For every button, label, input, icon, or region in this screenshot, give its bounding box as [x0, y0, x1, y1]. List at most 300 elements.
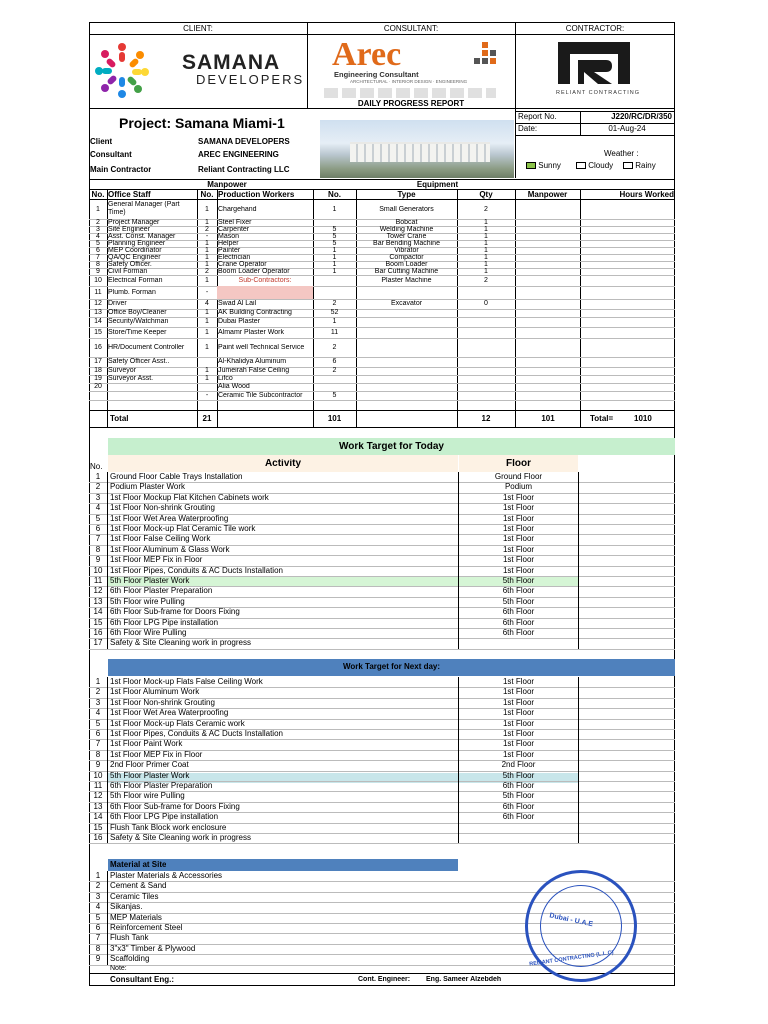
manpower-cell: Steel Fixer: [218, 219, 252, 226]
date-label: Date:: [518, 125, 538, 133]
row-divider: [89, 649, 675, 650]
building-photo: [320, 120, 514, 178]
stamp-text: RELIANT CONTRACTING (L.L.C): [528, 949, 614, 968]
row-divider: [89, 286, 675, 287]
arec-sub: Engineering Consultant: [334, 70, 419, 79]
manpower-cell: 1: [484, 261, 488, 268]
row-number: 2: [95, 483, 101, 492]
floor-cell: 1st Floor: [502, 556, 535, 565]
divider: [89, 189, 675, 190]
floor-cell: 1st Floor: [502, 719, 535, 728]
activity-cell: Ground Floor Cable Trays Installation: [110, 473, 243, 481]
activity-cell: 2nd Floor Primer Coat: [110, 761, 189, 770]
activity-cell: 1st Floor Pipes, Conduits & AC Ducts Installation: [110, 730, 283, 738]
floor-cell: 6th Floor: [502, 608, 535, 617]
row-number: 5: [95, 514, 101, 523]
samana-name: SAMANA: [182, 51, 281, 74]
weather-sunny-label: Sunny: [538, 162, 561, 170]
row-divider: [89, 391, 675, 392]
subcontractor-highlight: [217, 286, 313, 299]
floor-cell: 1st Floor: [502, 688, 535, 697]
floor-cell: 1st Floor: [502, 730, 535, 738]
manpower-cell: 15: [94, 328, 102, 336]
manpower-cell: 9: [96, 268, 100, 275]
activity-cell: 1st Floor Non-shrink Grouting: [110, 698, 215, 707]
arec-name: Arec: [332, 36, 402, 73]
floor-cell: 1st Floor: [502, 514, 535, 523]
today-no-label: No.: [90, 463, 103, 471]
cont-engineer-label: Cont. Engineer:: [358, 976, 411, 983]
manpower-cell: HR/Document Controller: [108, 343, 185, 351]
column-divider: [107, 677, 108, 843]
floor-cell: Podium: [504, 483, 533, 492]
manpower-cell: 2: [205, 268, 209, 275]
row-number: 10: [93, 771, 103, 780]
manpower-cell: 17: [94, 358, 102, 365]
manpower-cell: 16: [94, 343, 102, 351]
manpower-cell: 2: [484, 205, 488, 213]
client-label: CLIENT:: [183, 25, 213, 33]
activity-cell: Safety & Site Cleaning work in progress: [110, 639, 251, 648]
activity-cell: 6th Floor Wire Pulling: [110, 629, 187, 637]
activity-cell: 6th Floor Plaster Preparation: [110, 782, 213, 790]
client-row-label: Client: [90, 138, 113, 146]
material-item: Plaster Materials & Accessories: [110, 872, 223, 880]
manpower-cell: 1: [205, 276, 209, 284]
manpower-cell: 1: [205, 309, 209, 316]
column-divider: [107, 472, 108, 649]
manpower-cell: Almamr Plaster Work: [218, 328, 284, 336]
divider: [89, 410, 675, 411]
floor-cell: 1st Floor: [502, 678, 535, 686]
manpower-cell: Surveyor: [108, 367, 137, 374]
divider: [515, 123, 675, 124]
manpower-cell: 1: [332, 318, 337, 325]
row-number: 1: [95, 473, 101, 481]
manpower-cell: Planning Engineer: [108, 240, 166, 247]
material-heading: Material at Site: [110, 861, 167, 869]
manpower-cell: -: [205, 288, 209, 296]
manpower-cell: 8: [96, 261, 100, 268]
manpower-header: No.: [200, 191, 214, 199]
manpower-cell: AK Building Contracting: [218, 309, 292, 316]
manpower-header: Production Workers: [218, 191, 295, 199]
manpower-cell: 18: [94, 367, 102, 374]
material-item: Sikanjas.: [110, 903, 143, 912]
row-number: 4: [95, 709, 101, 718]
manpower-cell: 2: [332, 367, 337, 374]
manpower-cell: 5: [332, 226, 337, 233]
manpower-cell: 5: [332, 240, 337, 247]
sunny-checkbox[interactable]: [526, 162, 536, 169]
manpower-cell: Store/Time Keeper: [108, 328, 167, 336]
date-value: 01-Aug-24: [608, 125, 646, 133]
material-number: 5: [95, 913, 101, 922]
rainy-checkbox[interactable]: [623, 162, 633, 169]
samana-sub: DEVELOPERS: [196, 72, 305, 87]
header-col-divider: [515, 22, 516, 108]
floor-cell: 6th Floor: [502, 587, 535, 596]
material-item: Cement & Sand: [110, 882, 167, 891]
arec-logo: [320, 38, 510, 100]
material-number: 3: [95, 892, 101, 901]
weather-rainy-label: Rainy: [635, 162, 656, 170]
manpower-cell: 20: [94, 383, 102, 390]
manpower-cell: 7: [96, 254, 100, 261]
activity-cell: 1st Floor Mock-up Flat Ceramic Tile work: [110, 525, 256, 533]
total-staff: 21: [202, 415, 212, 423]
row-number: 14: [93, 608, 103, 617]
manpower-cell: 1: [205, 247, 209, 254]
weather-rainy[interactable]: [623, 162, 656, 170]
manpower-cell: 4: [96, 233, 100, 240]
activity-cell: Podium Plaster Work: [110, 483, 185, 492]
manpower-cell: 1: [484, 254, 488, 261]
row-number: 12: [93, 792, 103, 801]
row-number: 9: [95, 761, 101, 770]
row-divider: [89, 383, 675, 384]
material-item: Scaffolding: [110, 955, 150, 964]
row-number: 2: [95, 688, 101, 697]
column-divider: [458, 677, 459, 843]
manpower-cell: 2: [96, 219, 100, 226]
activity-cell: 1st Floor Wet Area Waterproofing: [110, 514, 229, 523]
manpower-cell: Office Boy/Cleaner: [108, 309, 167, 316]
floor-cell: 5th Floor: [502, 597, 535, 606]
contractor-label: CONTRACTOR:: [565, 25, 625, 33]
manpower-cell: 1: [332, 261, 337, 268]
manpower-cell: Paint well Technical Service: [218, 343, 305, 351]
manpower-cell: Lifco: [218, 375, 233, 382]
material-item: Reinforcement Steel: [110, 924, 183, 932]
row-number: 17: [93, 639, 103, 648]
weather-cloudy-label: Cloudy: [588, 162, 614, 170]
today-activity-label: Activity: [264, 459, 302, 469]
manpower-cell: 1: [205, 254, 209, 261]
row-divider: [89, 338, 675, 339]
activity-cell: 6th Floor Sub-frame for Doors Fixing: [110, 802, 240, 811]
manpower-cell: 1: [205, 219, 209, 226]
consultant-row-value: AREC ENGINEERING: [198, 151, 279, 159]
consultant-label: CONSULTANT:: [383, 25, 439, 33]
activity-cell: 1st Floor False Ceiling Work: [110, 535, 211, 544]
manpower-cell: Helper: [218, 240, 239, 247]
manpower-cell: 13: [94, 309, 102, 316]
activity-cell: 6th Floor Plaster Preparation: [110, 587, 213, 596]
manpower-cell: Driver: [108, 300, 127, 307]
reliant-r-icon: [554, 38, 634, 88]
manpower-cell: 1: [205, 240, 209, 247]
manpower-cell: Welding Machine: [379, 226, 434, 233]
today-heading: Work Target for Today: [338, 442, 444, 452]
floor-cell: 1st Floor: [502, 698, 535, 707]
floor-cell: 1st Floor: [502, 504, 535, 513]
manpower-cell: 5: [96, 240, 100, 247]
manpower-cell: Safety Officer.: [108, 261, 152, 268]
arec-squares-icon: [468, 42, 496, 70]
manpower-cell: Bar Bending Machine: [373, 240, 440, 247]
row-number: 13: [93, 802, 103, 811]
manpower-cell: Plumb. Forman: [108, 288, 156, 296]
floor-cell: 6th Floor: [502, 782, 535, 790]
manpower-cell: 52: [330, 309, 339, 316]
manpower-cell: 11: [330, 328, 339, 336]
material-item: 3"x3" Timber & Plywood: [110, 944, 196, 953]
manpower-cell: General Manager (Part Time): [108, 201, 180, 216]
manpower-cell: 1: [484, 219, 488, 226]
row-number: 14: [93, 813, 103, 822]
manpower-cell: Security/Watchman: [108, 318, 169, 325]
divider: [89, 179, 675, 180]
manpower-cell: 1: [205, 375, 209, 382]
grand-total-label: Total=: [590, 415, 614, 423]
manpower-cell: Painter: [218, 247, 241, 254]
manpower-cell: Ceramic Tile Subcontractor: [218, 391, 303, 399]
activity-cell: 5th Floor Plaster Work: [110, 771, 190, 780]
consultant-row-label: Consultant: [90, 151, 132, 159]
row-number: 8: [95, 545, 101, 554]
header-col-divider: [307, 22, 308, 108]
activity-cell: 5th Floor Plaster Work: [110, 577, 190, 585]
manpower-cell: Site Engineer: [108, 226, 151, 233]
activity-cell: 1st Floor Mock-up Flats Ceramic work: [110, 719, 245, 728]
manpower-cell: Mason: [218, 233, 240, 240]
manpower-cell: 1: [484, 233, 488, 240]
manpower-cell: Crane Operator: [218, 261, 267, 268]
floor-cell: 1st Floor: [502, 566, 535, 575]
floor-cell: 1st Floor: [502, 740, 535, 749]
manpower-cell: 1: [96, 205, 100, 213]
activity-cell: 1st Floor Pipes, Conduits & AC Ducts Installation: [110, 566, 283, 575]
manpower-cell: 2: [332, 300, 337, 307]
arec-contact-lines: [324, 88, 496, 98]
floor-cell: Ground Floor: [494, 473, 543, 481]
floor-cell: 6th Floor: [502, 618, 535, 627]
activity-cell: Safety & Site Cleaning work in progress: [110, 834, 251, 842]
manpower-cell: Surveyor Asst.: [108, 375, 154, 382]
material-item: Ceramic Tiles: [110, 892, 159, 901]
row-number: 9: [95, 556, 101, 565]
manpower-cell: Vibrator: [394, 247, 419, 254]
project-title: Project: Samana Miami-1: [119, 116, 285, 130]
activity-cell: 1st Floor Mock-up Flats False Ceiling Work: [110, 678, 263, 686]
stamp-city: Dubai - U.A.E: [548, 912, 594, 929]
row-divider: [89, 843, 675, 844]
activity-cell: 1st Floor Non-shrink Grouting: [110, 504, 215, 513]
manpower-cell: Safety Officer Asst..: [108, 358, 170, 365]
manpower-cell: QA/QC Engineer: [108, 254, 161, 261]
manpower-cell: 2: [205, 226, 209, 233]
manpower-header: Qty: [479, 191, 493, 199]
row-divider: [89, 400, 675, 401]
manpower-cell: Excavator: [390, 300, 423, 307]
activity-cell: 1st Floor Aluminum & Glass Work: [110, 545, 230, 554]
material-number: 2: [95, 882, 101, 891]
activity-cell: 1st Floor Mockup Flat Kitchen Cabinets work: [110, 493, 269, 502]
manpower-cell: Compactor: [389, 254, 424, 261]
today-floor-label: Floor: [506, 459, 531, 469]
manpower-cell: 1: [484, 226, 488, 233]
manpower-cell: -: [205, 391, 209, 399]
manpower-header: No.: [328, 191, 341, 199]
manpower-header: Office Staff: [108, 191, 151, 199]
manpower-cell: 1: [205, 318, 209, 325]
floor-cell: 2nd Floor: [501, 761, 536, 770]
main-contractor-label: Main Contractor: [90, 166, 152, 174]
nextday-heading: Work Target for Next day:: [342, 663, 441, 671]
column-divider: [458, 472, 459, 649]
row-number: 8: [95, 750, 101, 759]
weather-cloudy[interactable]: [576, 162, 613, 170]
row-number: 15: [93, 823, 103, 832]
floor-cell: 6th Floor: [502, 813, 535, 822]
manpower-cell: Civil Forman: [108, 268, 148, 275]
divider: [515, 135, 675, 136]
manpower-cell: MEP Coordinator: [108, 247, 162, 254]
manpower-group-label: Manpower: [207, 181, 247, 189]
row-number: 16: [93, 834, 103, 842]
activity-cell: 6th Floor Sub-frame for Doors Fixing: [110, 608, 240, 617]
total-manpower: 101: [541, 415, 555, 423]
row-number: 1: [95, 678, 101, 686]
divider: [89, 108, 675, 109]
note-label: Note:: [110, 965, 127, 972]
row-number: 3: [95, 493, 101, 502]
manpower-cell: Swad Al Lail: [218, 300, 257, 307]
samana-people-icon: [92, 38, 152, 100]
header-divider: [89, 34, 675, 35]
manpower-cell: Alia Wood: [218, 383, 250, 390]
manpower-cell: 11: [94, 288, 102, 296]
manpower-cell: 1: [332, 254, 337, 261]
weather-sunny[interactable]: [526, 162, 561, 170]
row-number: 11: [93, 782, 103, 790]
manpower-cell: Bar Cutting Machine: [374, 268, 439, 275]
activity-cell: 1st Floor Paint Work: [110, 740, 183, 749]
total-label: Total: [110, 415, 129, 423]
column-divider: [578, 677, 579, 843]
manpower-cell: 19: [94, 375, 102, 382]
divider: [89, 199, 675, 200]
manpower-cell: Project Manager: [108, 219, 160, 226]
manpower-cell: Sub-Contractors:: [238, 276, 292, 284]
divider: [515, 108, 516, 178]
manpower-cell: Asst. Const. Manager: [108, 233, 176, 240]
manpower-cell: 6: [96, 247, 100, 254]
manpower-cell: 2: [332, 343, 337, 351]
manpower-cell: 3: [96, 226, 100, 233]
manpower-header: Manpower: [527, 191, 568, 199]
report-title: DAILY PROGRESS REPORT: [357, 100, 465, 108]
reliant-logo: [540, 38, 652, 100]
manpower-cell: 1: [332, 247, 337, 254]
column-divider: [578, 472, 579, 649]
row-number: 15: [93, 618, 103, 627]
total-workers: 101: [327, 415, 342, 423]
activity-cell: 6th Floor LPG Pipe installation: [110, 618, 219, 627]
manpower-cell: Jumeirah False Ceiling: [218, 367, 290, 374]
arec-tag: ARCHITECTURAL · INTERIOR DESIGN · ENGINEERING: [350, 79, 468, 84]
row-number: 16: [93, 629, 103, 637]
material-number: 1: [95, 872, 101, 880]
row-number: 5: [95, 719, 101, 728]
samana-logo: [92, 38, 307, 100]
floor-cell: 1st Floor: [502, 493, 535, 502]
manpower-cell: 1: [205, 343, 209, 351]
row-number: 13: [93, 597, 103, 606]
manpower-cell: Al-Khalidya Aluminum: [218, 358, 287, 365]
manpower-cell: 6: [332, 358, 337, 365]
activity-cell: 1st Floor Wet Area Waterproofing: [110, 709, 229, 718]
floor-cell: 5th Floor: [502, 771, 535, 780]
activity-cell: Flush Tank Block work enclosure: [110, 823, 227, 832]
divider: [515, 111, 675, 112]
manpower-cell: 1: [332, 205, 337, 213]
manpower-cell: 14: [94, 318, 102, 325]
manpower-cell: -: [205, 233, 209, 240]
reliant-name: RELIANT CONTRACTING: [556, 90, 640, 96]
row-number: 11: [93, 577, 103, 585]
manpower-cell: Dubai Plaster: [218, 318, 261, 325]
floor-cell: 6th Floor: [502, 629, 535, 637]
report-no-label: Report No.: [518, 113, 557, 121]
main-contractor-value: Reliant Contracting LLC: [198, 166, 290, 174]
column-divider: [107, 871, 108, 965]
activity-cell: 1st Floor MEP Fix in Floor: [110, 750, 203, 759]
manpower-cell: 1: [332, 268, 337, 275]
material-number: 8: [95, 944, 101, 953]
manpower-cell: 2: [484, 276, 488, 284]
row-number: 7: [95, 535, 101, 544]
manpower-cell: 1: [484, 268, 488, 275]
floor-cell: 1st Floor: [502, 535, 535, 544]
manpower-cell: Small Generators: [379, 205, 434, 213]
manpower-header: Hours Worked: [619, 191, 674, 199]
manpower-cell: 1: [484, 247, 488, 254]
floor-cell: 1st Floor: [502, 525, 535, 533]
equipment-group-label: Equipment: [416, 181, 459, 189]
divider: [89, 427, 675, 428]
manpower-cell: 12: [94, 300, 102, 307]
manpower-cell: Boom Loader: [385, 261, 428, 268]
activity-cell: 5th Floor wire Pulling: [110, 792, 185, 801]
manpower-cell: 1: [205, 205, 209, 213]
row-number: 10: [93, 566, 103, 575]
row-number: 7: [95, 740, 101, 749]
floor-cell: 1st Floor: [502, 750, 535, 759]
material-number: 7: [95, 934, 101, 943]
cloudy-checkbox[interactable]: [576, 162, 586, 169]
manpower-cell: Plaster Machine: [381, 276, 432, 284]
manpower-cell: 1: [205, 367, 209, 374]
manpower-cell: Boom Loader Operator: [218, 268, 290, 275]
material-number: 4: [95, 903, 101, 912]
material-number: 9: [95, 955, 101, 964]
manpower-cell: Carpenter: [218, 226, 250, 233]
floor-cell: 1st Floor: [502, 709, 535, 718]
manpower-cell: 5: [332, 391, 337, 399]
activity-cell: 1st Floor MEP Fix in Floor: [110, 556, 203, 565]
cont-engineer-name: Eng. Sameer Alzebdeh: [426, 976, 502, 983]
material-item: Flush Tank: [110, 934, 149, 943]
manpower-header: No.: [91, 191, 105, 199]
manpower-cell: 0: [484, 300, 488, 307]
row-number: 6: [95, 730, 101, 738]
manpower-cell: 1: [205, 261, 209, 268]
manpower-cell: 10: [94, 276, 102, 284]
consultant-eng-label: Consultant Eng.:: [110, 976, 174, 984]
row-number: 4: [95, 504, 101, 513]
